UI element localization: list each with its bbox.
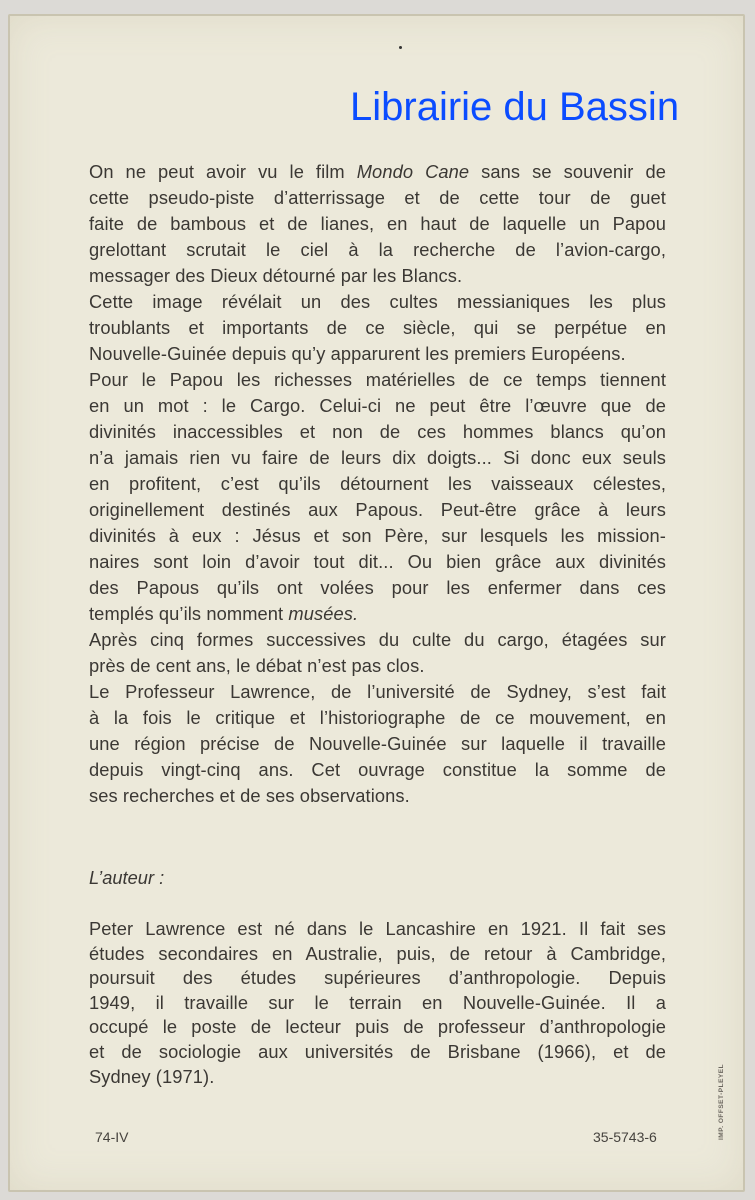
text-segment: Nouvelle-Guinée depuis qu’y apparurent les premiers Européens. — [89, 343, 626, 364]
text-line — [89, 549, 666, 575]
text-line — [89, 679, 666, 705]
text-segment: divinités à eux : Jésus et son Père, sur lesquels les mission- — [89, 525, 666, 546]
text-segment: originellement destinés aux Papous. Peut-être grâce à leurs — [89, 499, 666, 520]
text-segment: troublants et importants de ce siècle, qui se perpétue en — [89, 317, 666, 338]
text-line — [89, 263, 666, 289]
text-segment: faite de bambous et de lianes, en haut de laquelle un Papou — [89, 213, 666, 234]
text-line — [89, 341, 666, 367]
text-line — [89, 731, 666, 757]
text-line — [89, 942, 666, 967]
text-segment: 1949, il travaille sur le terrain en Nouvelle-Guinée. Il a — [89, 991, 666, 1013]
text-segment: en profitent, c’est qu’ils détournent les vaisseaux célestes, — [89, 473, 666, 494]
bookseller-watermark: Librairie du Bassin — [350, 85, 680, 129]
text-segment: à la fois le critique et l’historiographe de ce mouvement, en — [89, 707, 666, 728]
text-line — [89, 653, 666, 679]
text-line — [89, 966, 666, 991]
text-segment: Peter Lawrence est né dans le Lancashire en 1921. Il fait ses — [89, 918, 666, 939]
text-line — [89, 497, 666, 523]
text-segment: On ne peut avoir vu le film — [89, 161, 357, 182]
text-line — [89, 237, 666, 263]
text-segment: occupé le poste de lecteur puis de professeur d’anthropologie — [89, 1016, 666, 1038]
text-segment: naires sont loin d’avoir tout dit... Ou bien grâce aux divinités — [89, 551, 666, 572]
text-segment: messager des Dieux détourné par les Blancs. — [89, 265, 463, 286]
ink-speck — [399, 46, 402, 49]
text-segment: sans se souvenir de — [469, 161, 666, 182]
text-line — [89, 185, 666, 211]
text-line — [89, 991, 666, 1016]
printer-imprint: IMP. OFFSET-PLEYEL — [718, 1063, 725, 1140]
text-segment: grelottant scrutait le ciel à la recherche de l’avion-cargo, — [89, 239, 666, 260]
text-line — [89, 445, 666, 471]
text-segment: n’a jamais rien vu faire de leurs dix doigts... Si donc eux seuls — [89, 447, 666, 468]
author-bio — [89, 917, 666, 1089]
text-line — [89, 1015, 666, 1040]
text-segment: poursuit des études supérieures d’anthropologie. Depuis — [89, 967, 666, 989]
text-line — [89, 601, 666, 627]
text-segment: Le Professeur Lawrence, de l’université de Sydney, s’est fait — [89, 681, 666, 702]
text-line — [89, 471, 666, 497]
text-line — [89, 1065, 666, 1090]
text-segment: Pour le Papou les richesses matérielles de ce temps tiennent — [89, 369, 666, 390]
text-line — [89, 315, 666, 341]
text-line — [89, 419, 666, 445]
text-line — [89, 367, 666, 393]
text-segment: Après cinq formes successives du culte du cargo, étagées sur — [89, 629, 666, 650]
text-line — [89, 757, 666, 783]
edition-code: 74-IV — [95, 1129, 129, 1145]
text-line — [89, 393, 666, 419]
text-segment: divinités inaccessibles et non de ces hommes blancs qu’on — [89, 421, 666, 442]
italic-text: Mondo Cane — [356, 161, 470, 182]
text-segment: et de sociologie aux universités de Brisbane (1966), et de — [89, 1040, 666, 1062]
text-segment: Cette image révélait un des cultes messianiques les plus — [89, 291, 666, 312]
italic-text: musées. — [288, 603, 359, 624]
author-heading: L’auteur : — [89, 867, 165, 888]
text-segment: cette pseudo-piste d’atterrissage et de cette tour de guet — [89, 187, 666, 208]
text-line — [89, 575, 666, 601]
text-segment: près de cent ans, le débat n’est pas clos. — [89, 655, 425, 676]
text-line — [89, 523, 666, 549]
text-line — [89, 917, 666, 942]
text-line — [89, 211, 666, 237]
text-segment: une région précise de Nouvelle-Guinée sur laquelle il travaille — [89, 733, 666, 754]
text-segment: en un mot : le Cargo. Celui-ci ne peut être l’œuvre que de — [89, 395, 666, 416]
text-segment: études secondaires en Australie, puis, de retour à Cambridge, — [89, 942, 666, 964]
text-line — [89, 289, 666, 315]
catalog-number: 35-5743-6 — [593, 1129, 657, 1145]
text-segment: Sydney (1971). — [89, 1065, 215, 1087]
text-segment: des Papous qu’ils ont volées pour les enfermer dans ces — [89, 577, 666, 598]
text-segment: templés qu’ils nomment — [89, 603, 289, 624]
description-text — [89, 159, 666, 809]
text-line — [89, 705, 666, 731]
text-segment: depuis vingt-cinq ans. Cet ouvrage constitue la somme de — [89, 759, 666, 780]
text-line — [89, 783, 666, 809]
text-line — [89, 1040, 666, 1065]
text-line — [89, 159, 666, 185]
text-segment: ses recherches et de ses observations. — [89, 785, 410, 806]
text-line — [89, 627, 666, 653]
